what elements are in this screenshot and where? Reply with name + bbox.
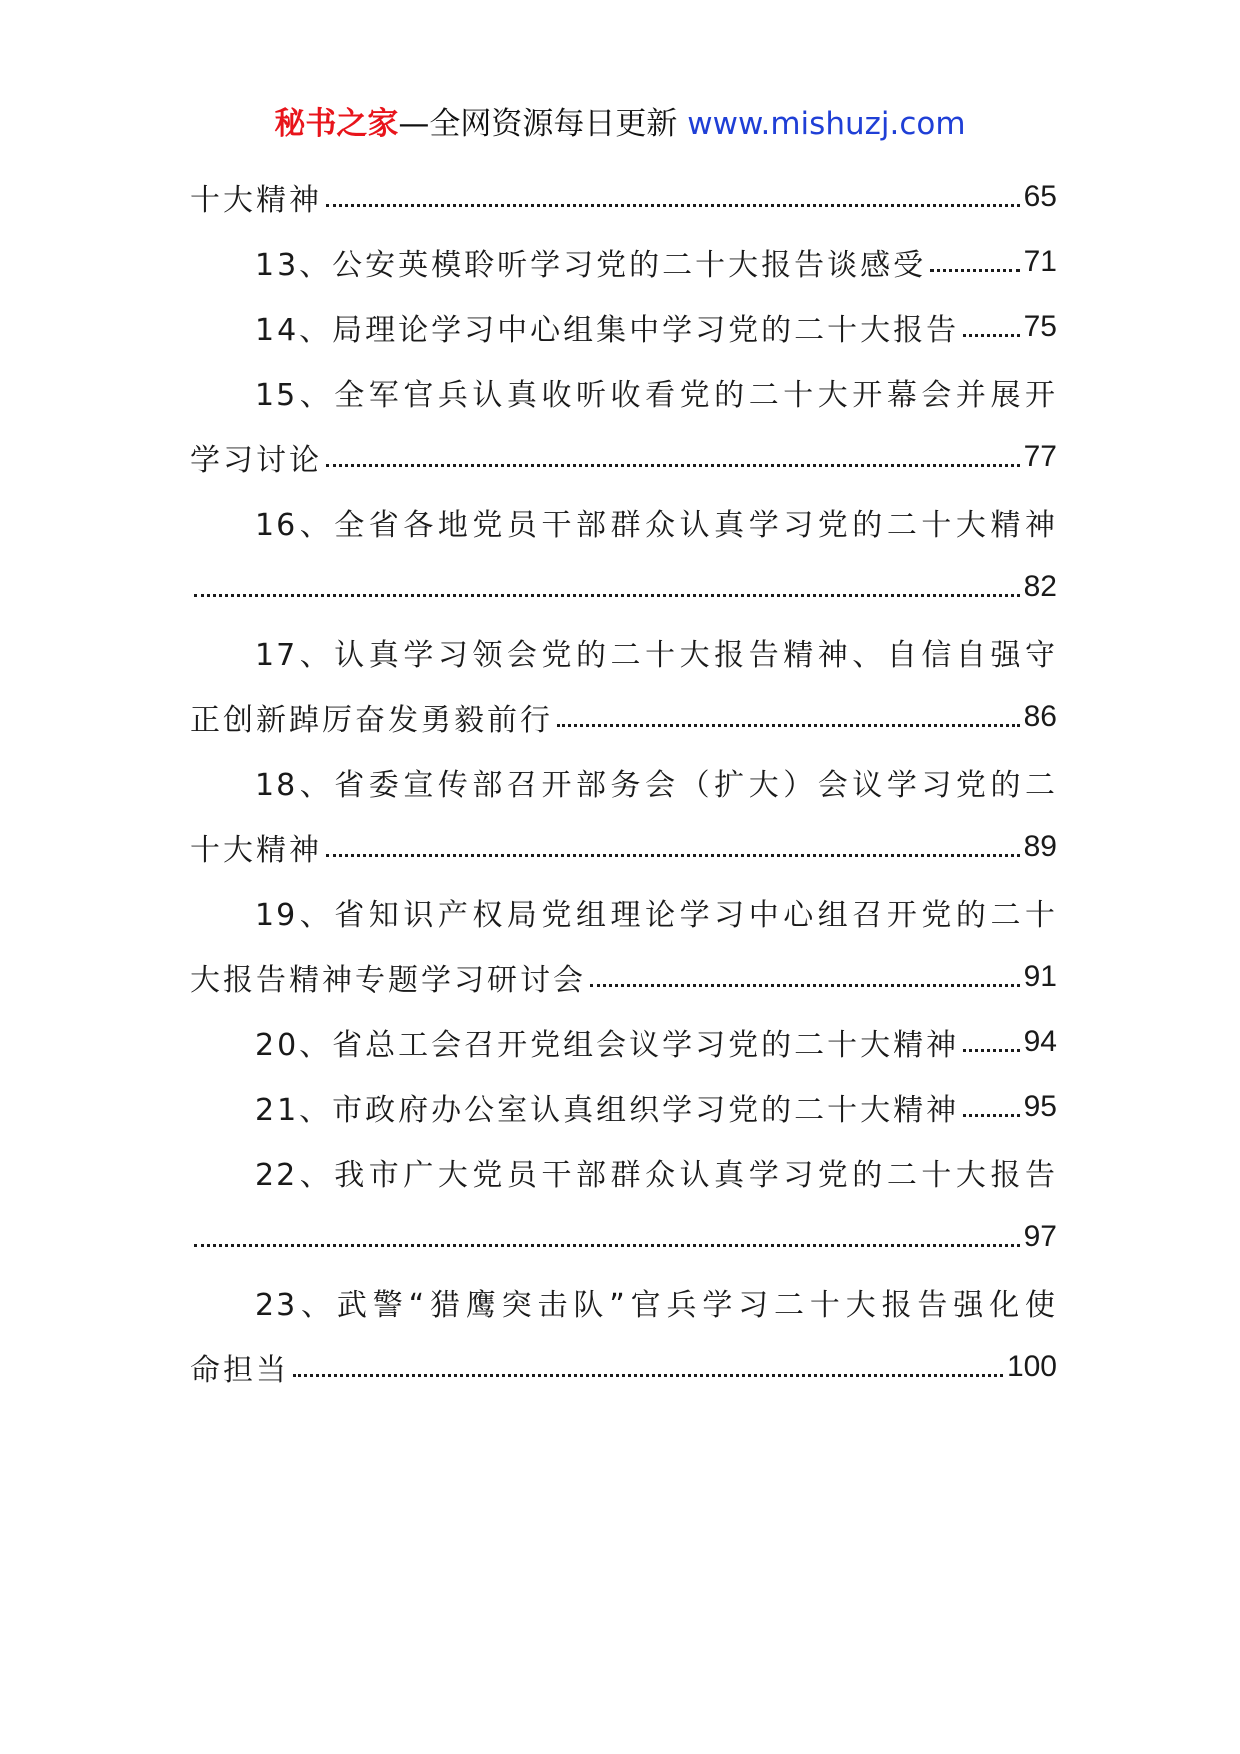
toc-entry-title: 22、我市广大党员干部群众认真学习党的二十大报告 (255, 1157, 1057, 1193)
toc-entry-title: 15、全军官兵认真收听收看党的二十大开幕会并展开 (255, 377, 1057, 413)
toc-leader-dots (194, 1244, 1020, 1247)
toc-leader-dots (590, 984, 1020, 987)
toc-leader-dots (963, 1114, 1019, 1117)
table-of-contents (190, 164, 1057, 1399)
toc-entry-continuation (190, 424, 1057, 489)
toc-entry-title: 20、省总工会召开党组会议学习党的二十大精神 (255, 1027, 960, 1063)
toc-leader-dots (963, 334, 1019, 337)
toc-entry-title: 14、局理论学习中心组集中学习党的二十大报告 (255, 312, 960, 348)
toc-entry-title: 大报告精神专题学习研讨会 (190, 962, 586, 998)
toc-leader-dots (326, 464, 1020, 467)
toc-entry-title: 18、省委宣传部召开部务会（扩大）会议学习党的二 (255, 767, 1057, 803)
toc-entry-continuation (190, 944, 1057, 1009)
toc-entry (190, 359, 1057, 424)
toc-leader-dots (963, 1049, 1019, 1052)
toc-entry-title: 17、认真学习领会党的二十大报告精神、自信自强守 (255, 637, 1057, 673)
toc-entry-title: 23、武警“猎鹰突击队”官兵学习二十大报告强化使 (255, 1287, 1057, 1323)
toc-leader-dots (326, 854, 1020, 857)
toc-entry (190, 1074, 1057, 1139)
header-brand: 秘书之家 (274, 106, 399, 142)
toc-entry-title: 学习讨论 (190, 442, 322, 478)
page-header (0, 100, 1240, 148)
toc-entry (190, 749, 1057, 814)
toc-leader-dots (326, 204, 1020, 207)
toc-page-number: 77 (1023, 439, 1057, 473)
toc-entry (190, 1009, 1057, 1074)
toc-entry-title: 正创新踔厉奋发勇毅前行 (190, 702, 553, 738)
toc-page-number: 82 (1023, 569, 1057, 603)
toc-leader-dots (293, 1374, 1003, 1377)
toc-entry-title: 十大精神 (190, 832, 322, 868)
toc-page-number: 94 (1023, 1024, 1057, 1058)
toc-entry-continuation (190, 554, 1057, 619)
toc-page-number: 75 (1023, 309, 1057, 343)
toc-entry (190, 489, 1057, 554)
toc-entry-continuation (190, 814, 1057, 879)
toc-entry-continuation (190, 1204, 1057, 1269)
toc-entry (190, 1139, 1057, 1204)
header-url: www.mishuzj.com (687, 106, 966, 142)
toc-leader-dots (194, 594, 1020, 597)
toc-page-number: 86 (1023, 699, 1057, 733)
toc-entry-continuation (190, 1334, 1057, 1399)
header-tagline: —全网资源每日更新 (398, 106, 688, 142)
toc-entry (190, 229, 1057, 294)
toc-entry (190, 294, 1057, 359)
toc-entry-title: 十大精神 (190, 182, 322, 218)
toc-leader-dots (930, 269, 1019, 272)
toc-entry (190, 1269, 1057, 1334)
toc-entry-title: 19、省知识产权局党组理论学习中心组召开党的二十 (255, 897, 1057, 933)
toc-entry-title: 命担当 (190, 1352, 289, 1388)
toc-page-number: 91 (1023, 959, 1057, 993)
toc-page-number: 100 (1006, 1349, 1057, 1383)
toc-page-number: 71 (1023, 244, 1057, 278)
toc-entry (190, 879, 1057, 944)
toc-page-number: 89 (1023, 829, 1057, 863)
toc-entry-continuation (190, 684, 1057, 749)
toc-page-number: 95 (1023, 1089, 1057, 1123)
toc-page-number: 65 (1023, 179, 1057, 213)
toc-leader-dots (557, 724, 1020, 727)
toc-entry-title: 21、市政府办公室认真组织学习党的二十大精神 (255, 1092, 960, 1128)
toc-entry (190, 164, 1057, 229)
toc-entry-title: 13、公安英模聆听学习党的二十大报告谈感受 (255, 247, 927, 283)
toc-entry (190, 619, 1057, 684)
toc-page-number: 97 (1023, 1219, 1057, 1253)
toc-entry-title: 16、全省各地党员干部群众认真学习党的二十大精神 (255, 507, 1057, 543)
